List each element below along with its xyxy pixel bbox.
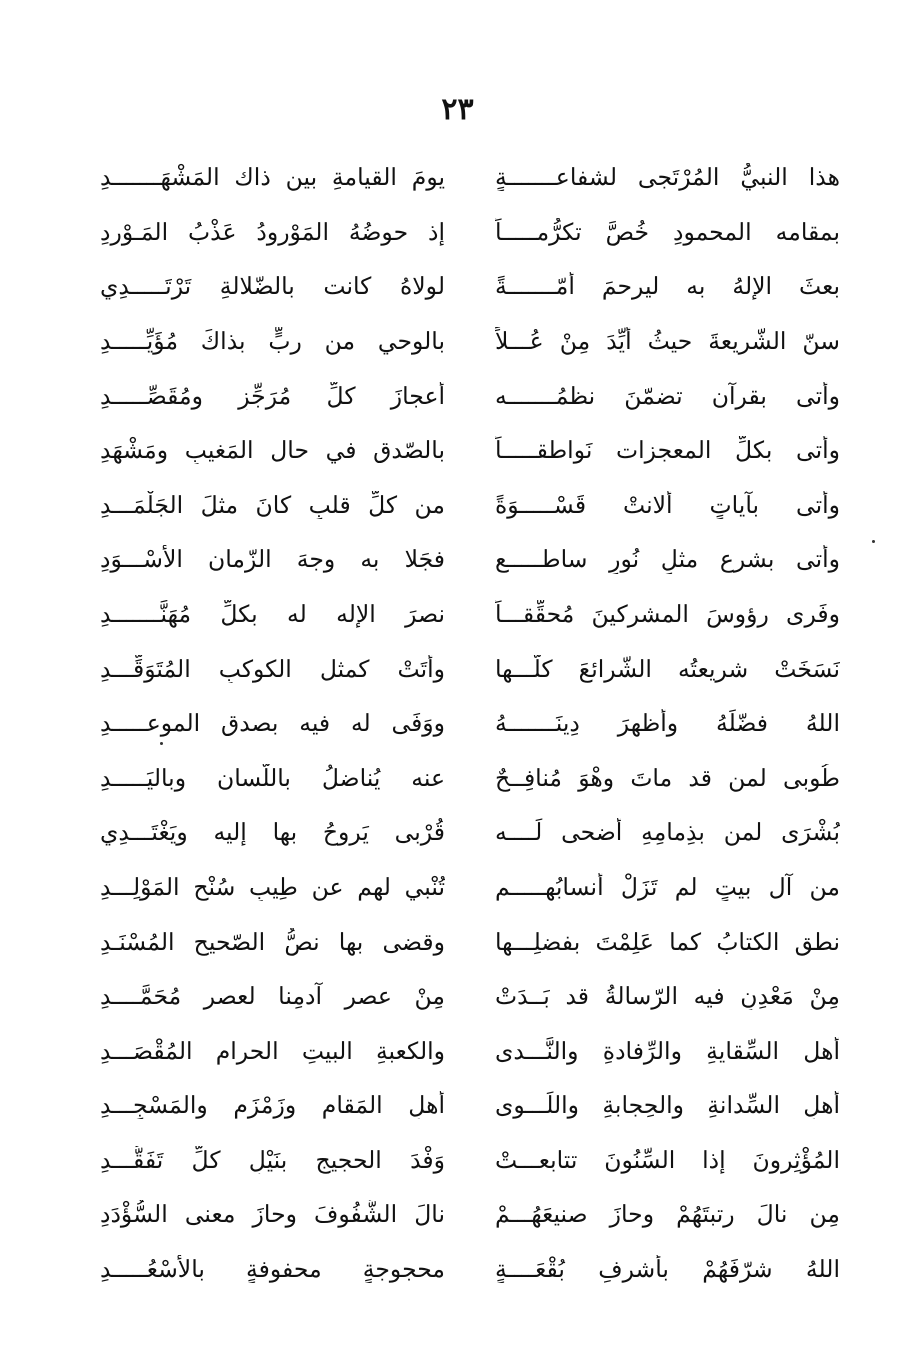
second-hemistich: نالَ الشُّفُوفَ وحازَ معنى السُّؤْدَدِ bbox=[100, 1200, 445, 1229]
second-hemistich: تُنْبي لهم عن طِيبِ سُنْحِ المَوْلِـــدِ bbox=[100, 872, 445, 901]
first-hemistich: أهلِ السِّدانةِ والحِجابةِ واللِّـــوى bbox=[495, 1091, 840, 1120]
second-hemistich: من كلِّ قلبٍ كانَ مثلَ الجَلْمَـــدِ bbox=[100, 490, 445, 519]
first-hemistich: طُوبى لمن قد ماتَ وهْوَ مُنافِــحٌ bbox=[495, 763, 840, 792]
first-hemistich: بُشْرَى لمن بذِمامِهِ أضحى لَــــه bbox=[495, 818, 840, 847]
second-hemistich: أهلِ المَقامِ وزَمْزَمٍ والمَسْجِـــدِ bbox=[100, 1091, 445, 1120]
verse-row bbox=[100, 805, 840, 860]
verse-row bbox=[100, 641, 840, 696]
verse-row bbox=[100, 423, 840, 478]
first-hemistich: بعثَ الإلهُ به ليرحمَ أمّـــــــةً bbox=[495, 272, 840, 301]
second-hemistich: لولاهُ كانت بالضّلالةِ تَرْتَـــــدِي bbox=[100, 272, 445, 301]
verse-row bbox=[100, 969, 840, 1024]
margin-dot bbox=[872, 540, 875, 543]
first-hemistich: المُؤْثِرونَ إذا السِّنُونَ تتابعـــتْ bbox=[495, 1145, 840, 1174]
page-number: ٢٣ bbox=[441, 92, 474, 127]
second-hemistich: إذ حوضُهُ المَوْرودُ عَذْبُ المَـوْرِدِ bbox=[100, 217, 445, 246]
second-hemistich: عنه يُناضلُ باللّسان وباليَـــــدِ bbox=[100, 763, 445, 792]
first-hemistich: وأتى بقرآن تضمّنَ نظمُـــــــه bbox=[495, 381, 840, 410]
verse-row bbox=[100, 587, 840, 642]
first-hemistich: بمقامه المحمودِ خُصَّ تكرُّمـــــاً bbox=[495, 217, 840, 246]
first-hemistich: هذا النبيُّ المُرْتَجى لشفاعـــــــةٍ bbox=[495, 163, 840, 192]
second-hemistich: وقضى بها نصُّ الصّحيح المُسْنَـدِ bbox=[100, 927, 445, 956]
second-hemistich: وَفْدَ الحجيجِ بنَيْلِ كلِّ تَفَقُّـــدِ bbox=[100, 1145, 445, 1174]
verse-row bbox=[100, 1187, 840, 1242]
verse-row bbox=[100, 914, 840, 969]
second-hemistich: بالصّدق في حال المَغيبِ ومَشْهَدِ bbox=[100, 436, 445, 465]
verse-row bbox=[100, 860, 840, 915]
second-hemistich: قُرْبى يَروحُ بها إليه ويَغْتَـــدِي bbox=[100, 818, 445, 847]
second-hemistich: نصرَ الإله له بكلِّ مُهَنَّـــــــدِ bbox=[100, 599, 445, 628]
second-hemistich: فجَلا به وجهَ الزّمان الأسْـــوَدِ bbox=[100, 545, 445, 574]
verse-row bbox=[100, 205, 840, 260]
first-hemistich: من آل بيتٍ لم تَزَلْ أنسابُهـــــم bbox=[495, 872, 840, 901]
first-hemistich: نطق الكتابُ كما عَلِمْتَ بفضلِـــها bbox=[495, 927, 840, 956]
verse-row bbox=[100, 1078, 840, 1133]
first-hemistich: وأتى بآياتٍ ألانتْ قَسْـــــوَةً bbox=[495, 490, 840, 519]
first-hemistich: سنّ الشّريعةَ حيثُ أُيِّدَ مِنْ عُـــلاً bbox=[495, 326, 840, 355]
verse-row bbox=[100, 532, 840, 587]
second-hemistich: أعجازَ كلِّ مُرَجِّزٍ ومُقَصِّـــــدِ bbox=[100, 381, 445, 410]
verse-row bbox=[100, 751, 840, 806]
verse-row bbox=[100, 1133, 840, 1188]
first-hemistich: مِن نالَ رتبتَهُمْ وحازَ صنيعَهُـــمْ bbox=[495, 1200, 840, 1229]
first-hemistich: مِنْ مَعْدِنٍ فيه الرّسالةُ قد بَــدَتْ bbox=[495, 982, 840, 1011]
second-hemistich: مِنْ عصر آدمِنا لعصر مُحَمَّــــدِ bbox=[100, 982, 445, 1011]
second-hemistich: ووَفَى له فيه بصدق الموعـــــدِ bbox=[100, 709, 445, 738]
verse-row bbox=[100, 478, 840, 533]
first-hemistich: أهل السِّقايةِ والرِّفادةِ والنَّـــدى bbox=[495, 1036, 840, 1065]
verse-row bbox=[100, 696, 840, 751]
first-hemistich: اللهُ فضّلَهُ وأظهرَ دِينَـــــــهُ bbox=[495, 709, 840, 738]
second-hemistich: والكعبةِ البيتِ الحرام المُقْصَـــدِ bbox=[100, 1036, 445, 1065]
verse-row bbox=[100, 1024, 840, 1079]
first-hemistich: وفَرى رؤوسَ المشركينَ مُحقِّقـــاً bbox=[495, 599, 840, 628]
first-hemistich: وأتى بشرعٍ مثلِ نُورٍ ساطـــــعٍ bbox=[495, 545, 840, 574]
first-hemistich: وأتى بكلِّ المعجزات نَواطقـــــاً bbox=[495, 436, 840, 465]
second-hemistich: محجوجةٍ محفوفةٍ بالأَسْعُـــــدِ bbox=[100, 1255, 445, 1284]
second-hemistich: بالوحي من ربٍّ بذاكَ مُؤَيِّـــــدِ bbox=[100, 326, 445, 355]
verse-row bbox=[100, 314, 840, 369]
margin-dot bbox=[160, 742, 163, 745]
verse-row bbox=[100, 259, 840, 314]
verse-row bbox=[100, 368, 840, 423]
verse-row bbox=[100, 1242, 840, 1297]
second-hemistich: يومَ القيامةِ بين ذاك المَشْهَـــــــدِ bbox=[100, 163, 445, 192]
first-hemistich: نَسَخَتْ شريعتُه الشّرائعَ كلَّـــها bbox=[495, 654, 840, 683]
second-hemistich: وأَتَتْ كمثل الكوكبِ المُتَوَقِّـــدِ bbox=[100, 654, 445, 683]
verse-row bbox=[100, 150, 840, 205]
first-hemistich: اللهُ شرّفَهُمْ بأشرفِ بُقْعَــــةٍ bbox=[495, 1255, 840, 1284]
poem bbox=[100, 150, 840, 1296]
